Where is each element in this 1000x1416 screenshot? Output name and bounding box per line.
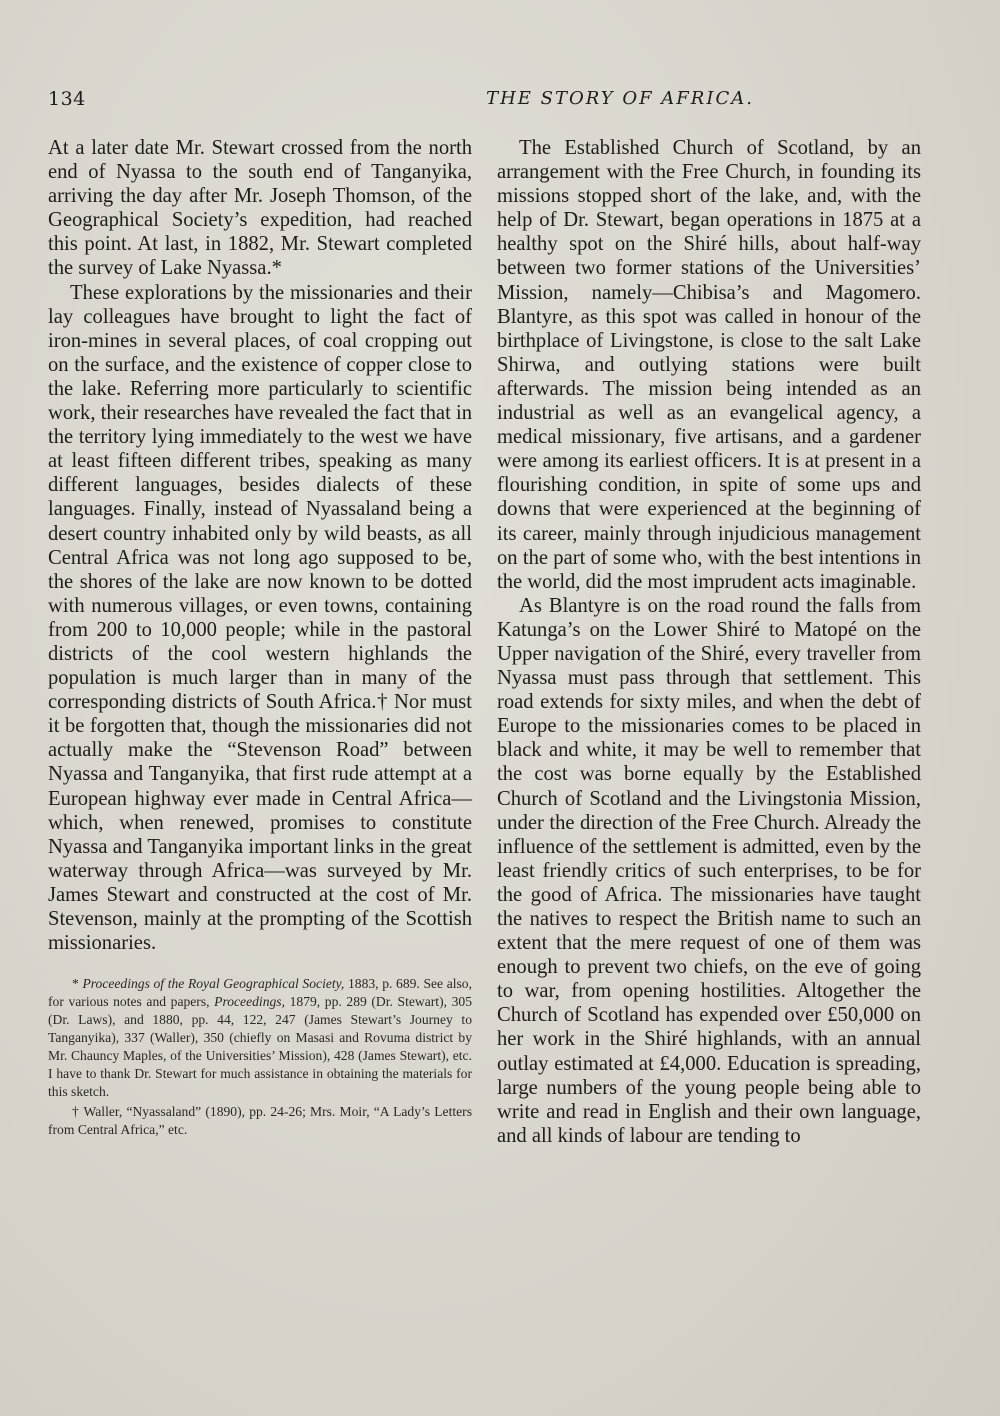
running-head xyxy=(48,88,952,114)
footnote xyxy=(48,975,472,1101)
paragraph: The Established Church of Scotland, by an arrangement with the Free Church, in founding its missions stopped short of the lake, and, with the help of Dr. Stewart, began operations in 1875 at a healthy spot on the Shiré hills, about half-way between two former stations of the Universities’ Mission, namely—Chibisa’s and Magomero. Blantyre, as this spot was called in honour of the birthplace of Livingstone, is close to the salt Lake Shirwa, and outlying stations were built afterwards. The mission being intended as an industrial as well as an evangelical agency, a medical missionary, five artisans, and a gardener were among its earliest officers. It is at present in a flourishing condition, in spite of some ups and downs that were experienced at the beginning of its career, mainly through injudicious management on the part of some who, with the best intentions in the world, did the most imprudent acts imaginable. xyxy=(497,137,921,593)
footnotes xyxy=(48,975,472,1139)
paragraph: As Blantyre is on the road round the falls from Katunga’s on the Lower Shiré to Matopé on the Upper navigation of the Shiré, every traveller from Nyassa must pass through that settlement. This road extends for sixty miles, and when the debt of Europe to the missionaries comes to be placed in black and white, it may be well to remember that the cost was borne equally by the Established Church of Scotland and the Livingstonia Mission, under the direction of the Free Church. Already the influence of the settlement is admitted, even by the least friendly critics of such enterprises, to be for the good of Africa. The missionaries have taught the natives to respect the British name to such an extent that the mere request of one of them was enough to prevent two chiefs, on the eve of going to war, from opening hostilities. Altogether the Church of Scotland has expended over £50,000 on her work in the Shiré highlands, with an annual outlay estimated at £4,000. Education is spreading, large numbers of the young people being able to write and read in English and their own language, and all kinds of labour are tending to xyxy=(497,594,921,1147)
right-column xyxy=(497,136,921,1148)
page-number: 134 xyxy=(48,88,86,110)
footnote: † Waller, “Nyassaland” (1890), pp. 24-26; Mrs. Moir, “A Lady’s Letters from Central Africa,” etc. xyxy=(48,1104,472,1138)
left-column xyxy=(48,136,472,1141)
footnote-marker: * xyxy=(72,976,83,992)
paragraph: At a later date Mr. Stewart crossed from the north end of Nyassa to the south end of Tanganyika, arriving the day after Mr. Joseph Thomson, of the Geographical Society’s expedition, had reached this point. At last, in 1882, Mr. Stewart completed the survey of Lake Nyassa.* xyxy=(48,137,472,280)
paragraph: These explorations by the missionaries and their lay colleagues have brought to light the fact of iron-mines in several places, of coal cropping out on the surface, and the existence of copper close to the lake. Referring more particularly to scientific work, their researches have revealed the fact that in the territory lying immediately to the west we have at least fifteen different tribes, speaking as many different languages, besides dialects of these languages. Finally, instead of Nyassaland being a desert country inhabited only by wild beasts, as all Central Africa was not long ago supposed to be, the shores of the lake are now known to be dotted with numerous villages, or even towns, containing from 200 to 10,000 people; while in the pastoral districts of the cool western highlands the population is much larger than in many of the corresponding districts of South Africa.† Nor must it be forgotten that, though the missionaries did not actually make the “Stevenson Road” between Nyassa and Tanganyika, that first rude attempt at a European highway ever made in Central Africa—which, when renewed, promises to constitute Nyassa and Tanganyika important links in the great waterway through Africa—was surveyed by Mr. James Stewart and constructed at the cost of Mr. Stevenson, mainly at the prompting of the Scottish missionaries. xyxy=(48,281,472,955)
footnote-journal-title: Proceedings of the Royal Geographical Society, xyxy=(82,976,345,992)
footnote-text: 1883, p. 689. See also, for various notes and papers, xyxy=(48,976,472,1010)
footnote-text: 1879, pp. 289 (Dr. Stewart), 305 (Dr. Laws), and 1880, pp. 44, 122, 247 (James Stewart’s Journey to Tanganyika), 337 (Waller), 350 (chiefly on Masasi and Rovuma district by Mr. Chauncy Maples, of the Universities’ Mission), 428 (James Stewart), etc. I have to thank Dr. Stewart for much assistance in obtaining the materials for this sketch. xyxy=(48,994,472,1100)
running-title: THE STORY OF AFRICA. xyxy=(486,88,754,109)
footnote-journal-title: Proceedings, xyxy=(214,994,285,1010)
